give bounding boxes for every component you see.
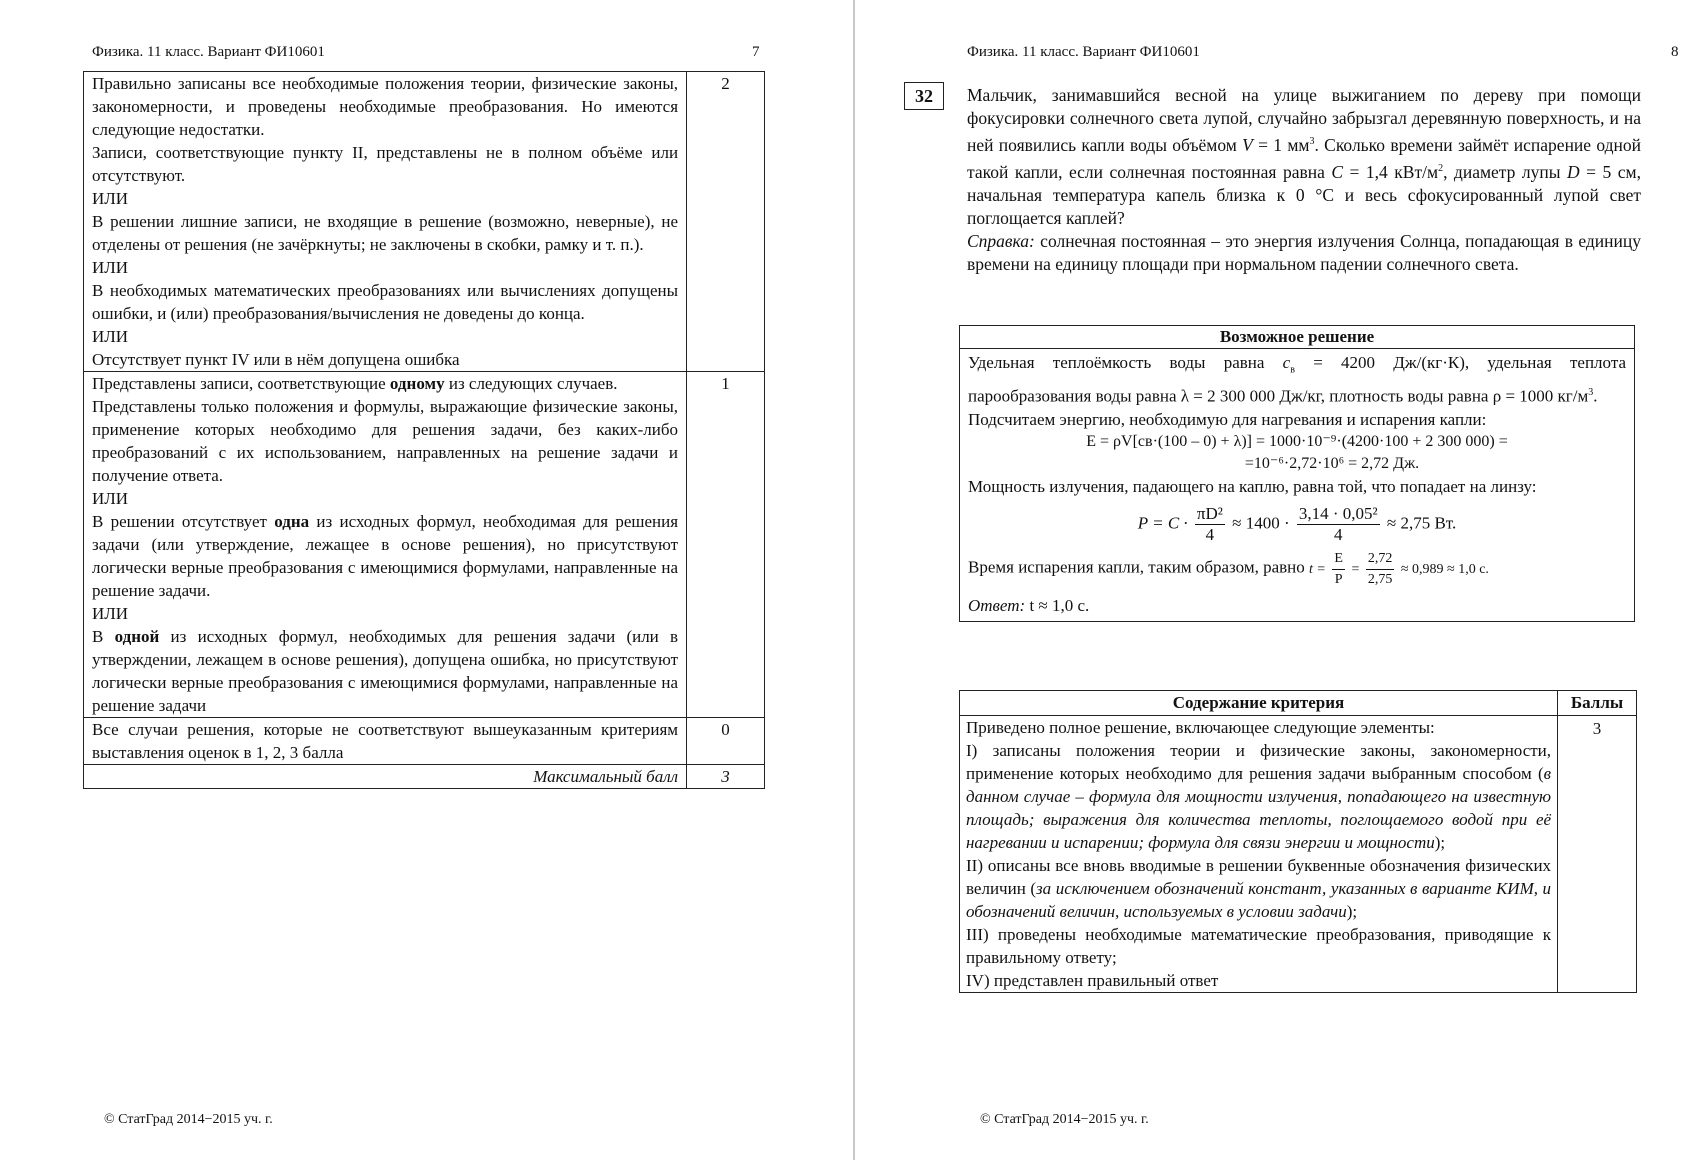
criteria-text: Записи, соответствующие пункту II, представлены не в полном объёме или отсутствуют. [92, 143, 679, 185]
criteria-text: В решении отсутствует одна из исходных формул, необходимая для решения задачи (или утверждение, лежащее в основе решения), но присутствуют логически верные преобразования с имеющимися формулами, направленные на решение задачи. [92, 512, 679, 600]
table-header-row [960, 691, 1637, 716]
right-header: Физика. 11 класс. Вариант ФИ10601 [967, 44, 1200, 60]
criteria-text: В необходимых математических преобразованиях или вычислениях допущены ошибки, и (или) преобразования/вычисления не доведены до конца. [92, 281, 679, 323]
criteria-item: II) описаны все вновь вводимые в решении буквенные обозначения физических величин (за исключением обозначений констант, указанных в варианте КИМ, и обозначений величин, используемых в условии задачи); [966, 856, 1552, 921]
table-row [84, 372, 765, 718]
criteria-text: Отсутствует пункт IV или в нём допущена ошибка [92, 350, 460, 369]
table-row [84, 718, 765, 765]
table-row [84, 72, 765, 372]
solution-paragraph: Подсчитаем энергию, необходимую для нагревания и испарения капли: [968, 410, 1487, 430]
or-label: ИЛИ [92, 189, 129, 208]
max-score-value: 3 [687, 765, 765, 789]
left-header: Физика. 11 класс. Вариант ФИ10601 [92, 44, 325, 60]
table-row [960, 716, 1637, 993]
left-footer: © СтатГрад 2014−2015 уч. г. [104, 1112, 273, 1127]
answer-line: Ответ: t ≈ 1,0 с. [968, 596, 1090, 616]
or-label: ИЛИ [92, 489, 129, 508]
criteria-table-left [83, 71, 765, 789]
right-page-number: 8 [1671, 44, 1679, 60]
reference-text: солнечная постоянная – это энергия излучения Солнца, попадающая в единицу времени на единицу площади при нормальном падении солнечного света. [967, 230, 1641, 274]
formula-energy-result: =10⁻⁶·2,72·10⁶ = 2,72 Дж. [1244, 455, 1420, 473]
criteria-item: IV) представлен правильный ответ [966, 971, 1219, 990]
page-spine [853, 0, 855, 1160]
column-header-points: Баллы [1558, 691, 1637, 716]
solution-body [960, 349, 1634, 621]
right-footer: © СтатГрад 2014−2015 уч. г. [980, 1112, 1149, 1127]
task-number: 32 [904, 82, 944, 110]
criteria-text: Представлены только положения и формулы, выражающие физические законы, применение которых необходимо для решения задачи, без каких-либо преобразований с их использованием, направленных на решение задачи и получение ответа. [92, 397, 679, 485]
formula-power: P = C · $\frac{\text{πD²}}{4}$ ≈ 1400 · $\frac{\text{3,14 · 0,05²}}{4}$ ≈ 2,75 Вт. [1137, 504, 1457, 545]
solution-box [959, 325, 1635, 622]
score-cell: 0 [687, 718, 765, 765]
solution-paragraph: Удельная теплоёмкость воды равна $c_в = 4200$ Дж/(кг·К), удельная теплота парообразования воды равна λ = 2 300 000 Дж/кг, плотность воды равна ρ = 1000 $кг/м^3$. [968, 353, 1626, 407]
task-condition: Мальчик, занимавшийся весной на улице выжиганием по дереву при помощи фокусировки солнечного света лупой, случайно забрызгал деревянную поверхность, и на ней появились капли воды объёмом V = 1 $мм^3$. Сколько времени займёт испарение одной такой капли, если солнечная постоянная равна C = 1,4 кВт/$м^2$, диаметр лупы D = 5 см, начальная температура капель близка к 0 °С и весь сфокусированный лупой свет поглощается каплей? Справка: солнечная постоянная – это энергия излучения Солнца, попадающая в единицу времени на единицу площади при нормальном падении солнечного света. [967, 85, 1641, 274]
solution-paragraph: Время испарения капли, таким образом, равно t = $\frac{E}{P}$ = $\frac{2,72}{2,75}$ ≈ 0,989 ≈ 1,0 с. [968, 551, 1489, 588]
right-page [856, 0, 1706, 1160]
solution-title: Возможное решение [960, 326, 1634, 349]
criteria-text: В решении лишние записи, не входящие в решение (возможно, неверные), не отделены от решения (не зачёркнуты; не заключены в скобки, рамку и т. п.). [92, 212, 679, 254]
criteria-table-right [959, 690, 1637, 993]
left-page-number: 7 [752, 44, 760, 60]
criteria-cell: Все случаи решения, которые не соответствуют вышеуказанным критериям выставления оценок в 1, 2, 3 балла [84, 718, 687, 765]
criteria-text: Представлены записи, соответствующие одному из следующих случаев. [92, 374, 618, 393]
criteria-text: Приведено полное решение, включающее следующие элементы: [966, 718, 1435, 737]
max-score-label: Максимальный балл [84, 765, 687, 789]
criteria-item: III) проведены необходимые математические преобразования, приводящие к правильному ответу; [966, 925, 1552, 967]
score-cell: 3 [1558, 716, 1637, 993]
solution-paragraph: Мощность излучения, падающего на каплю, равна той, что попадает на линзу: [968, 477, 1537, 497]
criteria-text: В одной из исходных формул, необходимых для решения задачи (или в утверждении, лежащем в основе решения), допущена ошибка, но присутствуют логически верные преобразования с имеющимися формулами, направленные на решение задачи [92, 627, 679, 715]
formula-energy: E = ρV[cв·(100 – 0) + λ)] = 1000·10⁻⁹·(4200·100 + 2 300 000) = [1086, 433, 1508, 451]
criteria-cell [84, 72, 687, 372]
score-cell: 1 [687, 372, 765, 718]
criteria-item: I) записаны положения теории и физические законы, закономерности, применение которых необходимо для решения задачи выбранным способом (в данном случае – формула для мощности излучения, попадающего на известную площадь; выражения для количества теплоты, поглощаемого водой при её нагревании и испарении; формула для связи энергии и мощности); [966, 741, 1552, 852]
or-label: ИЛИ [92, 604, 129, 623]
criteria-text: Правильно записаны все необходимые положения теории, физические законы, закономерности, и проведены необходимые преобразования. Но имеются следующие недостатки. [92, 74, 679, 139]
or-label: ИЛИ [92, 327, 129, 346]
table-row [84, 765, 765, 789]
reference-label: Справка: [967, 230, 1035, 251]
criteria-cell [960, 716, 1558, 993]
score-cell: 2 [687, 72, 765, 372]
or-label: ИЛИ [92, 258, 129, 277]
column-header-criteria: Содержание критерия [960, 691, 1558, 716]
criteria-cell [84, 372, 687, 718]
